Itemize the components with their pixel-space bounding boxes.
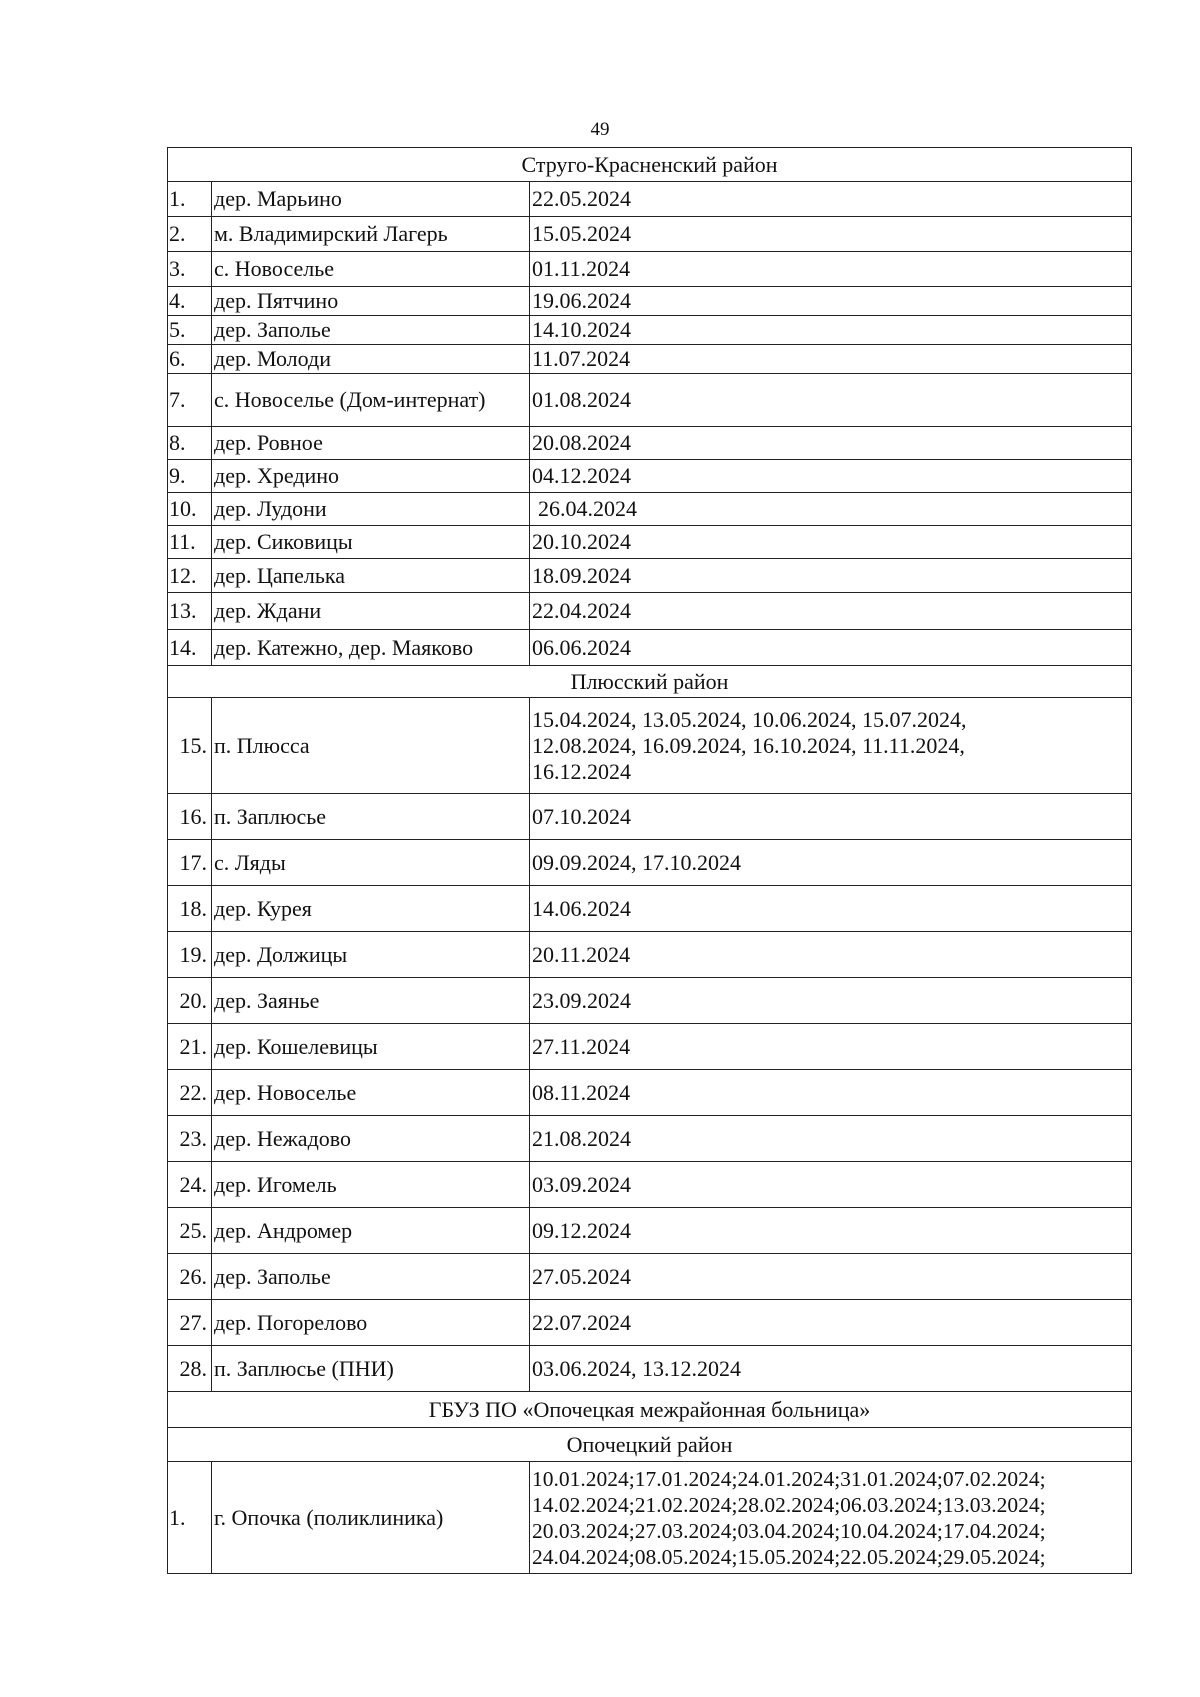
row-dates: 20.11.2024 xyxy=(530,932,1132,978)
institution-title: ГБУЗ ПО «Опочецкая межрайонная больница» xyxy=(168,1392,1132,1428)
row-place: дер. Заянье xyxy=(212,978,530,1024)
row-number: 13. xyxy=(168,593,212,630)
row-dates: 19.06.2024 xyxy=(530,287,1132,316)
table-row xyxy=(168,698,1132,794)
table-row xyxy=(168,252,1132,287)
row-dates: 03.09.2024 xyxy=(530,1162,1132,1208)
row-number: 27. xyxy=(168,1300,212,1346)
row-dates: 22.04.2024 xyxy=(530,593,1132,630)
table-row xyxy=(168,182,1132,217)
table-row xyxy=(168,1300,1132,1346)
row-place: дер. Новоселье xyxy=(212,1070,530,1116)
row-place: с. Ляды xyxy=(212,840,530,886)
table-row xyxy=(168,1024,1132,1070)
row-place: дер. Катежно, дер. Маяково xyxy=(212,630,530,666)
row-dates: 07.10.2024 xyxy=(530,794,1132,840)
row-place: дер. Ждани xyxy=(212,593,530,630)
row-place: г. Опочка (поликлиника) xyxy=(212,1462,530,1574)
row-place: дер. Сиковицы xyxy=(212,526,530,559)
page-number: 49 xyxy=(590,119,610,140)
row-number: 20. xyxy=(168,978,212,1024)
table-row xyxy=(168,374,1132,427)
row-dates: 20.08.2024 xyxy=(530,427,1132,460)
row-place: дер. Игомель xyxy=(212,1162,530,1208)
row-number: 19. xyxy=(168,932,212,978)
row-number: 6. xyxy=(168,345,212,374)
row-place: дер. Пятчино xyxy=(212,287,530,316)
row-dates: 27.11.2024 xyxy=(530,1024,1132,1070)
row-number: 12. xyxy=(168,559,212,593)
row-number: 1. xyxy=(168,182,212,217)
row-number: 3. xyxy=(168,252,212,287)
table-row xyxy=(168,427,1132,460)
row-number: 21. xyxy=(168,1024,212,1070)
row-dates: 23.09.2024 xyxy=(530,978,1132,1024)
table-row xyxy=(168,886,1132,932)
row-dates: 22.05.2024 xyxy=(530,182,1132,217)
row-number: 4. xyxy=(168,287,212,316)
row-number: 2. xyxy=(168,217,212,252)
row-place: дер. Лудони xyxy=(212,493,530,526)
schedule-table xyxy=(167,147,1132,1574)
section-header-row xyxy=(168,666,1132,698)
row-number: 1. xyxy=(168,1462,212,1574)
row-place: дер. Андромер xyxy=(212,1208,530,1254)
table-row xyxy=(168,217,1132,252)
row-place: п. Плюсса xyxy=(212,698,530,794)
row-place: дер. Заполье xyxy=(212,1254,530,1300)
section-title: Плюсский район xyxy=(168,666,1132,698)
table-row xyxy=(168,316,1132,345)
row-dates: 15.04.2024, 13.05.2024, 10.06.2024, 15.07.2024, 12.08.2024, 16.09.2024, 16.10.2024, 11.11.2024, 16.12.2024 xyxy=(530,698,1132,794)
row-dates: 27.05.2024 xyxy=(530,1254,1132,1300)
row-dates: 14.06.2024 xyxy=(530,886,1132,932)
table-row xyxy=(168,1208,1132,1254)
section-title: Опочецкий район xyxy=(168,1428,1132,1462)
table-row xyxy=(168,345,1132,374)
row-place: с. Новоселье xyxy=(212,252,530,287)
row-number: 17. xyxy=(168,840,212,886)
row-dates: 26.04.2024 xyxy=(530,493,1132,526)
row-place: с. Новоселье (Дом-интернат) xyxy=(212,374,530,427)
row-place: дер. Ровное xyxy=(212,427,530,460)
table-row xyxy=(168,593,1132,630)
row-number: 9. xyxy=(168,460,212,493)
row-dates: 04.12.2024 xyxy=(530,460,1132,493)
row-number: 26. xyxy=(168,1254,212,1300)
row-place: п. Заплюсье xyxy=(212,794,530,840)
row-number: 10. xyxy=(168,493,212,526)
row-place: п. Заплюсье (ПНИ) xyxy=(212,1346,530,1392)
row-dates: 20.10.2024 xyxy=(530,526,1132,559)
row-number: 11. xyxy=(168,526,212,559)
row-dates: 11.07.2024 xyxy=(530,345,1132,374)
row-place: дер. Погорелово xyxy=(212,1300,530,1346)
row-number: 22. xyxy=(168,1070,212,1116)
row-place: дер. Цапелька xyxy=(212,559,530,593)
row-dates: 09.12.2024 xyxy=(530,1208,1132,1254)
table-row xyxy=(168,1346,1132,1392)
institution-row xyxy=(168,1392,1132,1428)
table-row xyxy=(168,287,1132,316)
table-row xyxy=(168,460,1132,493)
row-place: дер. Кошелевицы xyxy=(212,1024,530,1070)
row-dates: 18.09.2024 xyxy=(530,559,1132,593)
row-number: 15. xyxy=(168,698,212,794)
row-dates: 01.11.2024 xyxy=(530,252,1132,287)
row-place: дер. Курея xyxy=(212,886,530,932)
section-title: Струго-Красненский район xyxy=(168,148,1132,182)
row-number: 16. xyxy=(168,794,212,840)
table-row xyxy=(168,630,1132,666)
row-number: 14. xyxy=(168,630,212,666)
row-place: дер. Молоди xyxy=(212,345,530,374)
row-dates: 14.10.2024 xyxy=(530,316,1132,345)
row-dates: 22.07.2024 xyxy=(530,1300,1132,1346)
row-number: 28. xyxy=(168,1346,212,1392)
table-row xyxy=(168,932,1132,978)
row-dates: 08.11.2024 xyxy=(530,1070,1132,1116)
table-row xyxy=(168,1116,1132,1162)
row-number: 24. xyxy=(168,1162,212,1208)
row-dates: 03.06.2024, 13.12.2024 xyxy=(530,1346,1132,1392)
row-place: дер. Заполье xyxy=(212,316,530,345)
row-dates: 01.08.2024 xyxy=(530,374,1132,427)
row-place: дер. Хредино xyxy=(212,460,530,493)
section-header-row xyxy=(168,1428,1132,1462)
row-dates: 09.09.2024, 17.10.2024 xyxy=(530,840,1132,886)
row-dates: 21.08.2024 xyxy=(530,1116,1132,1162)
row-number: 25. xyxy=(168,1208,212,1254)
table-row xyxy=(168,978,1132,1024)
section-header-row xyxy=(168,148,1132,182)
row-place: дер. Марьино xyxy=(212,182,530,217)
row-number: 8. xyxy=(168,427,212,460)
table-row xyxy=(168,1254,1132,1300)
row-dates: 15.05.2024 xyxy=(530,217,1132,252)
row-dates: 06.06.2024 xyxy=(530,630,1132,666)
table-row xyxy=(168,794,1132,840)
row-number: 18. xyxy=(168,886,212,932)
table-row xyxy=(168,559,1132,593)
row-number: 23. xyxy=(168,1116,212,1162)
table-row xyxy=(168,1462,1132,1574)
row-number: 5. xyxy=(168,316,212,345)
table-row xyxy=(168,840,1132,886)
row-place: дер. Нежадово xyxy=(212,1116,530,1162)
row-place: м. Владимирский Лагерь xyxy=(212,217,530,252)
row-number: 7. xyxy=(168,374,212,427)
table-row xyxy=(168,493,1132,526)
row-place: дер. Должицы xyxy=(212,932,530,978)
row-dates: 10.01.2024;17.01.2024;24.01.2024;31.01.2024;07.02.2024; 14.02.2024;21.02.2024;28.02.2024;06.03.2024;13.03.2024; 20.03.2024;27.03.2024;03.04.2024;10.04.2024;17.04.2024; 24.04.2024;08.05.2024;15.05.2024;22.05.2024;29.05.2024; xyxy=(530,1462,1132,1574)
table-row xyxy=(168,526,1132,559)
table-row xyxy=(168,1162,1132,1208)
table-row xyxy=(168,1070,1132,1116)
